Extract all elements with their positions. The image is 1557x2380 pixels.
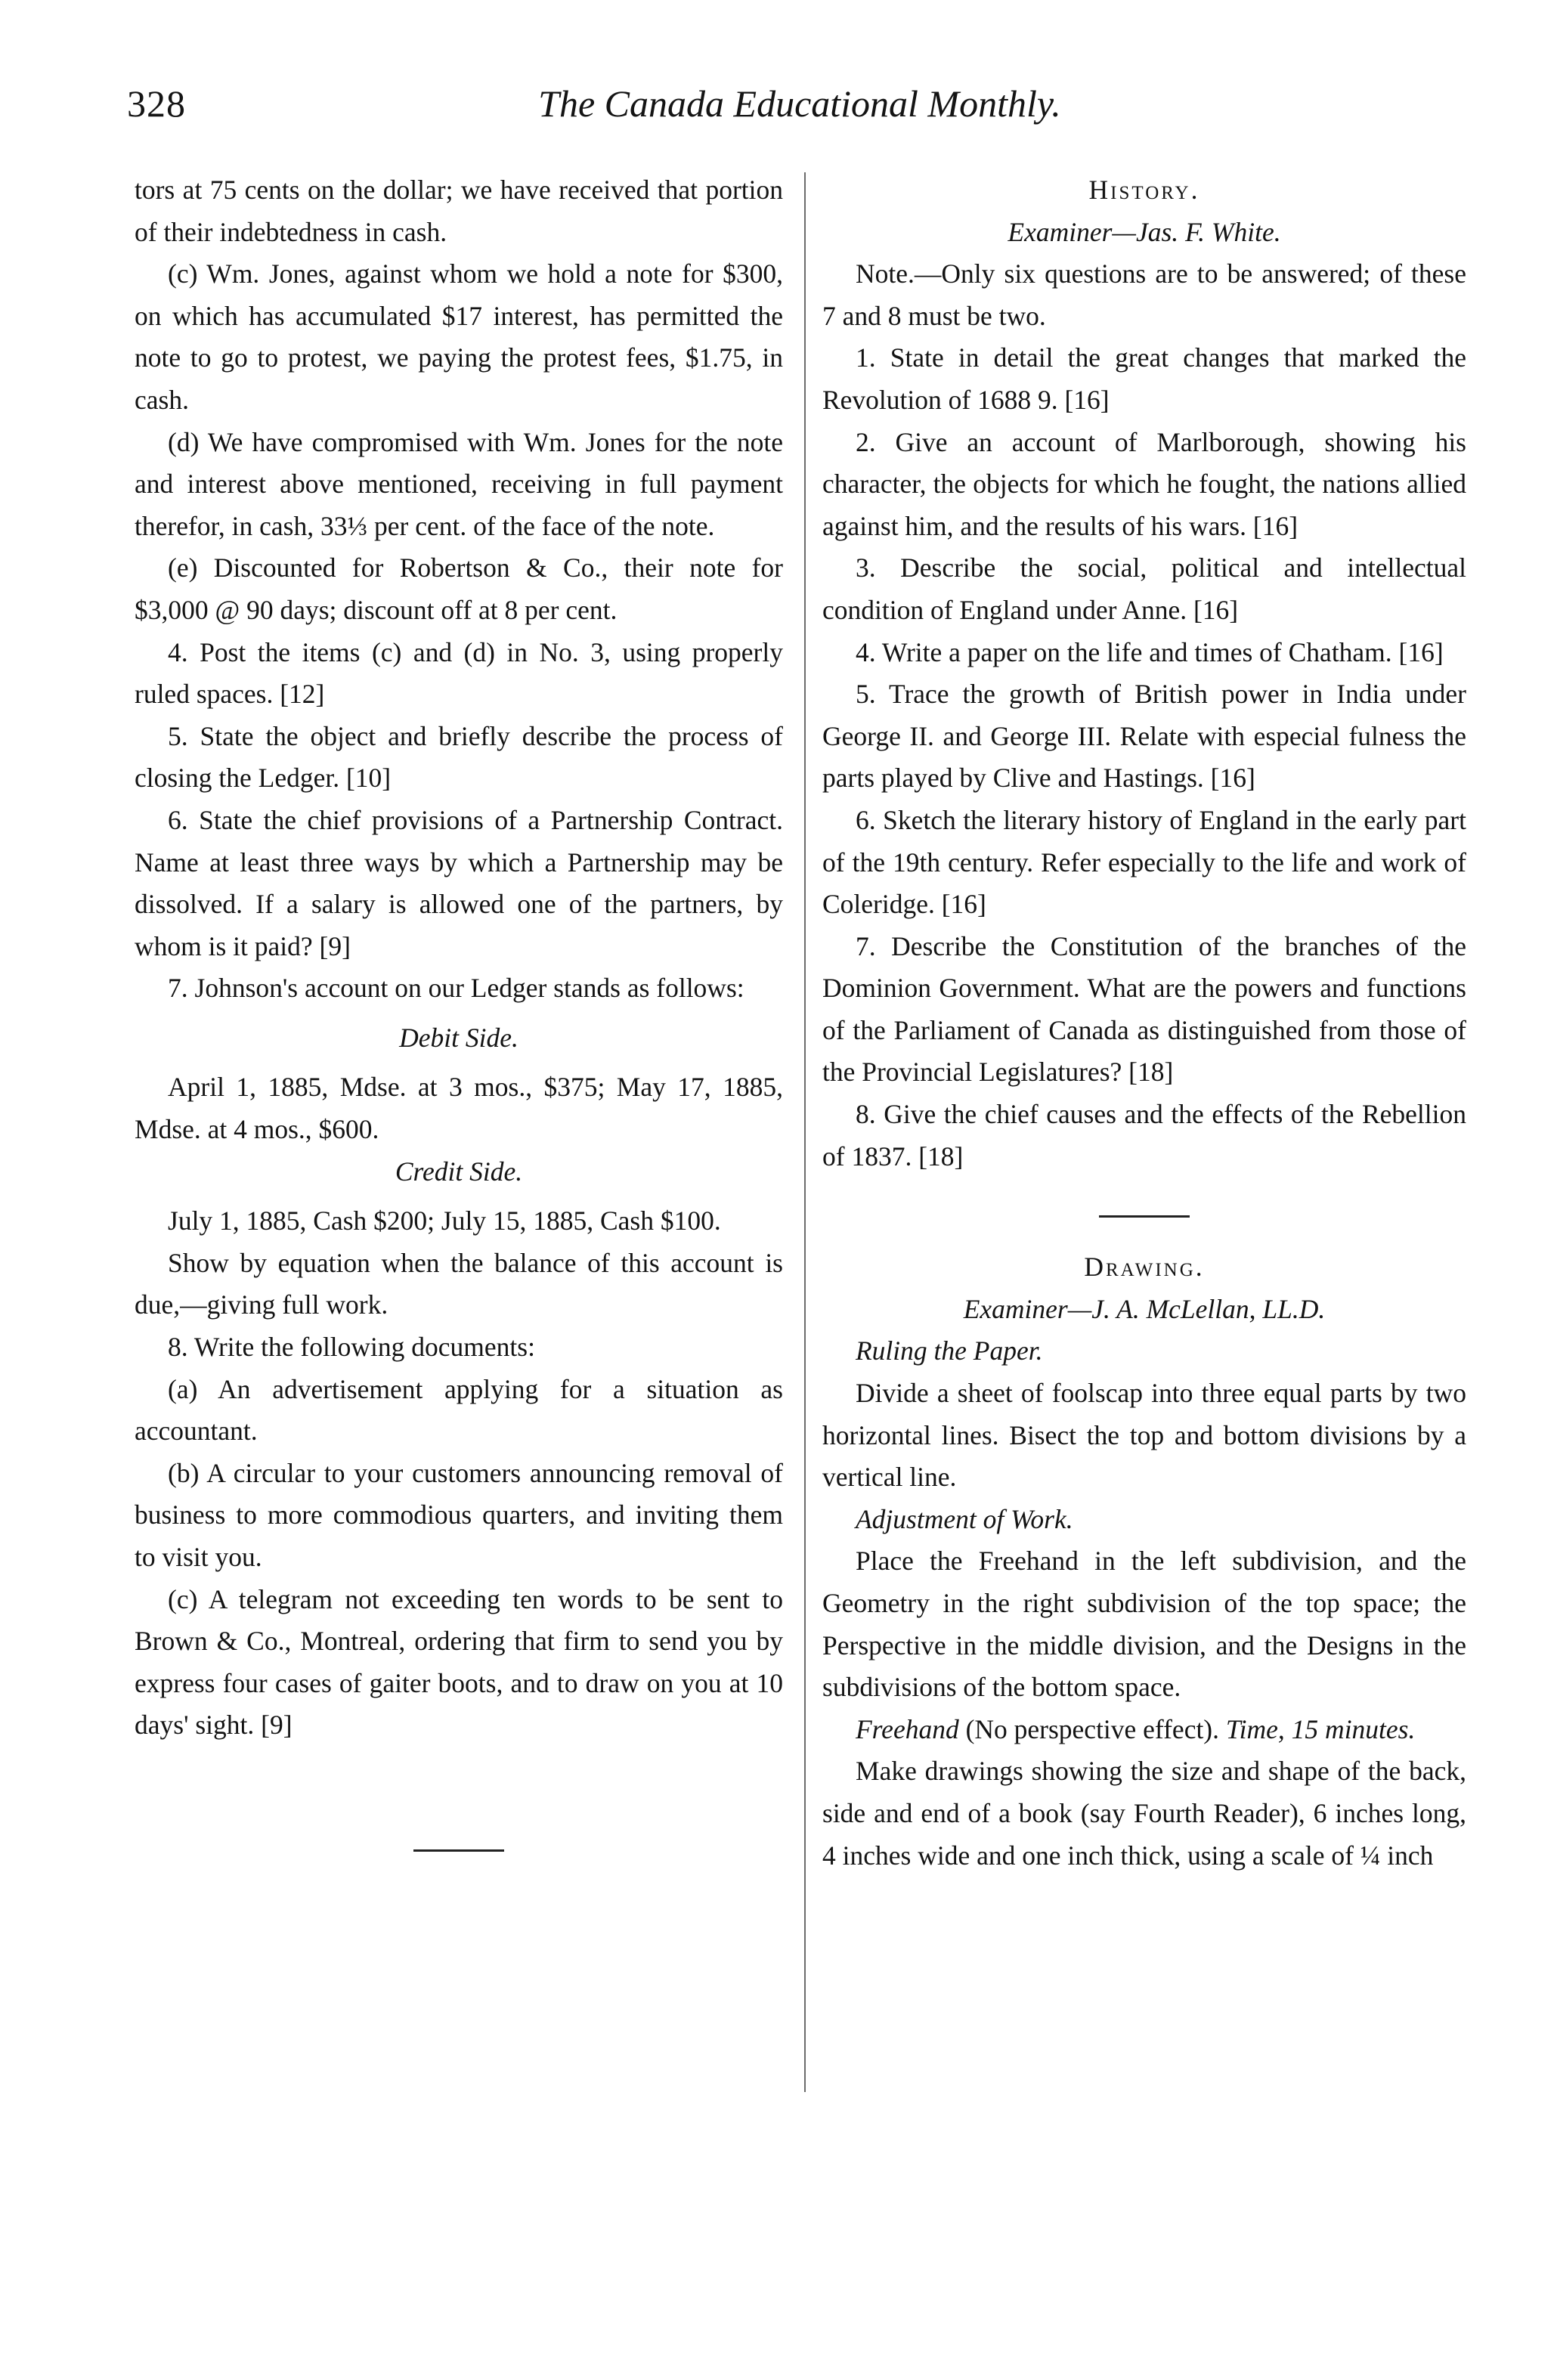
- question-7: 7. Johnson's account on our Ledger stands as follows:: [168, 973, 744, 1004]
- bookkeeping-item-continued: tors at 75 cents on the dollar; we have received that portion of their indebtedness in cash.: [135, 175, 783, 247]
- history-question-3: 3. Describe the social, political and intellectual condition of England under Anne. [16]: [822, 552, 1466, 625]
- question-8: 8. Write the following documents:: [168, 1332, 535, 1363]
- section-end-rule: [413, 1849, 504, 1852]
- right-column: [822, 169, 1466, 1877]
- bookkeeping-item-d: (d) We have compromised with Wm. Jones for the note and interest above mentioned, receiving in full payment therefor, in cash, 33⅓ per cent. of the face of the note.: [135, 426, 783, 541]
- history-heading: History.: [1088, 175, 1200, 205]
- drawing-examiner: Examiner—J. A. McLellan, LL.D.: [963, 1293, 1326, 1324]
- credit-side-heading: Credit Side.: [395, 1156, 523, 1187]
- left-column: [135, 169, 783, 1852]
- debit-side-heading: Debit Side.: [399, 1022, 518, 1053]
- history-question-7: 7. Describe the Constitution of the branches of the Dominion Government. What are the powers and functions of the Parliament of Canada as distinguished from those of the Provincial Legislatures? [18]: [822, 930, 1466, 1088]
- history-question-6: 6. Sketch the literary history of England in the early part of the 19th century. Refer especially to the life and work of Coleridge. [16]: [822, 804, 1466, 920]
- freehand-line: [822, 1709, 1466, 1751]
- page-number: 328: [127, 82, 186, 125]
- equation-instruction: Show by equation when the balance of this account is due,—giving full work.: [135, 1247, 783, 1320]
- question-8a: (a) An advertisement applying for a situation as accountant.: [135, 1373, 783, 1447]
- debit-side-entries: April 1, 1885, Mdse. at 3 mos., $375; May 17, 1885, Mdse. at 4 mos., $600.: [135, 1072, 783, 1145]
- question-5: 5. State the object and briefly describe the process of closing the Ledger. [10]: [135, 720, 783, 794]
- question-8c: (c) A telegram not exceeding ten words to be sent to Brown & Co., Montreal, ordering that firm to send you by express four cases of gaiter boots, and to draw on you at 10 days' sight. [9]: [135, 1583, 783, 1741]
- question-8b: (b) A circular to your customers announcing removal of business to more commodious quarters, and inviting them to visit you.: [135, 1457, 783, 1572]
- running-title: The Canada Educational Monthly.: [538, 82, 1061, 125]
- section-divider-rule: [1099, 1215, 1190, 1218]
- history-question-4: 4. Write a paper on the life and times of Chatham. [16]: [856, 636, 1444, 667]
- page-header: [127, 82, 1472, 142]
- history-question-8: 8. Give the chief causes and the effects of the Rebellion of 1837. [18]: [822, 1099, 1466, 1171]
- adjustment-heading: Adjustment of Work.: [856, 1503, 1073, 1534]
- question-4: 4. Post the items (c) and (d) in No. 3, using properly ruled spaces. [12]: [135, 636, 783, 710]
- freehand-label: Freehand: [856, 1713, 959, 1744]
- question-6: 6. State the chief provisions of a Partnership Contract. Name at least three ways by which a Partnership may be dissolved. If a salary is allowed one of the partners, by whom is it paid? [9]: [135, 804, 783, 961]
- history-question-1: 1. State in detail the great changes that marked the Revolution of 1688 9. [16]: [822, 342, 1466, 415]
- freehand-time: Time, 15 minutes.: [1225, 1713, 1416, 1744]
- make-drawings-text: Make drawings showing the size and shape of the back, side and end of a book (say Fourth Reader), 6 inches long, 4 inches wide and one inch thick, using a scale of ¼ inch: [822, 1756, 1466, 1871]
- adjustment-text: Place the Freehand in the left subdivision, and the Geometry in the right subdivision of the top space; the Perspective in the middle division, and the Designs in the subdivisions of the bottom space.: [822, 1546, 1466, 1703]
- bookkeeping-item-e: (e) Discounted for Robertson & Co., their note for $3,000 @ 90 days; discount off at 8 per cent.: [135, 552, 783, 625]
- history-examiner: Examiner—Jas. F. White.: [1008, 216, 1281, 247]
- credit-side-entries: July 1, 1885, Cash $200; July 15, 1885, Cash $100.: [168, 1205, 721, 1236]
- history-question-2: 2. Give an account of Marlborough, showing his character, the objects for which he fought, the nations allied against him, and the results of his wars. [16]: [822, 426, 1466, 541]
- ruling-text: Divide a sheet of foolscap into three equal parts by two horizontal lines. Bisect the top and bottom divisions by a vertical line.: [822, 1378, 1466, 1493]
- history-note: Note.—Only six questions are to be answered; of these 7 and 8 must be two.: [822, 258, 1466, 331]
- bookkeeping-item-c: (c) Wm. Jones, against whom we hold a note for $300, on which has accumulated $17 interest, has permitted the note to go to protest, we paying the protest fees, $1.75, in cash.: [135, 258, 783, 415]
- ruling-heading: Ruling the Paper.: [856, 1335, 1043, 1366]
- history-question-5: 5. Trace the growth of British power in India under George II. and George III. Relate with especial fulness the parts played by Clive and Hastings. [16]: [822, 679, 1466, 794]
- freehand-text: (No perspective effect).: [965, 1713, 1220, 1744]
- column-divider: [804, 172, 806, 2092]
- drawing-heading: Drawing.: [1084, 1252, 1205, 1283]
